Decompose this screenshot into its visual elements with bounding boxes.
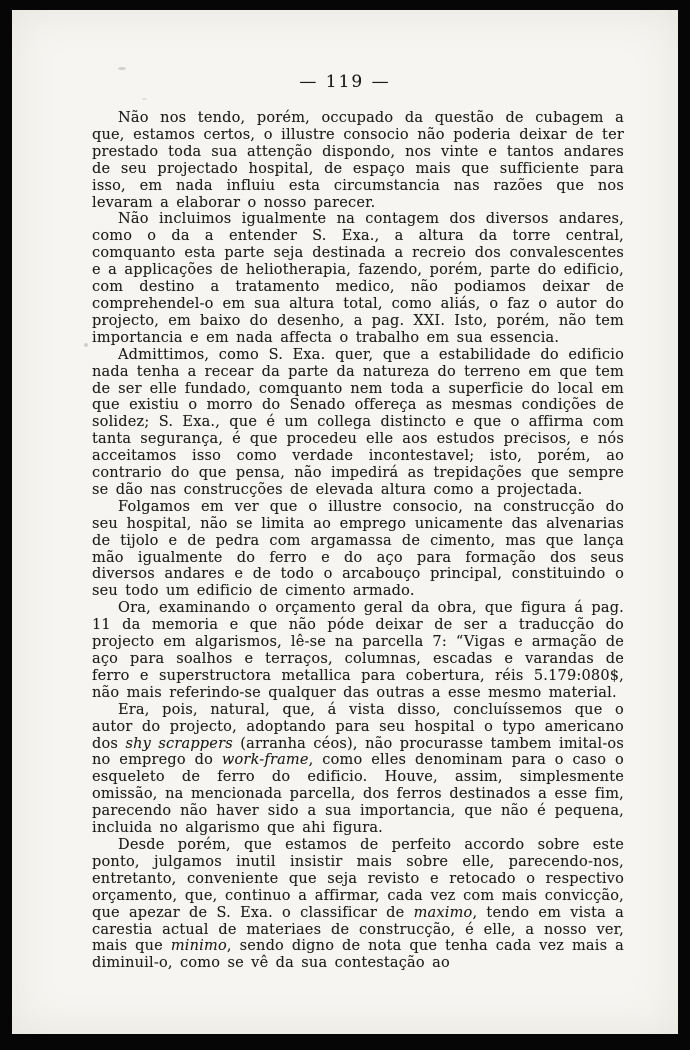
paragraph	[92, 600, 624, 701]
italic-text-segment: minimo	[170, 938, 227, 955]
text-segment: Admittimos, como S. Exa. quer, que a estabilidade do edificio nada tenha a recear da parte da natureza do terreno em que tem de ser elle fundado, comquanto nem toda a superficie do local em que existiu o morro do Senado offereça as mesmas condições de solidez; S. Exa., que é um collega distincto e que o affirma com tanta segurança, é que procedeu elle aos estudos precisos, e nós acceitamos isso como verdade incontestavel; isto, porém, ao contrario do que pensa, não impedirá as trepidações que sempre se dão nas construcções de elevada altura como a projectada.	[92, 346, 624, 498]
text-segment: , como elles denominam para o caso o esqueleto de ferro do edificio. Houve, assim, simplesmente omissão, na mencionada parcella, dos ferros destinados a esse fim, parecendo não haver sido a sua importancia, que não é pequena, incluida no algarismo que ahi figura.	[92, 752, 624, 837]
paragraph	[92, 347, 624, 499]
scan-speck	[118, 67, 126, 70]
text-segment: , sendo digno de nota que tenha cada vez mais a diminuil-o, como se vê da sua contestação ao	[92, 938, 624, 972]
paragraph	[92, 702, 624, 837]
paragraph	[92, 211, 624, 346]
text-segment: (arranha céos), não procurasse tambem imital-os no emprego do	[92, 735, 624, 769]
text-segment: Não nos tendo, porém, occupado da questão de cubagem a que, estamos certos, o illustre consocio não poderia deixar de ter prestado toda sua attenção dispondo, nos vinte e tantos andares de seu projectado hospital, de espaço mais que sufficiente para isso, em nada influiu esta circumstancia nas razões que nos levaram a elaborar o nosso parecer.	[92, 110, 624, 211]
text-segment: Ora, examinando o orçamento geral da obra, que figura á pag. 11 da memoria e que não póde deixar de ser a traducção do projecto em algarismos, lê-se na parcella 7: “Vigas e armação de aço para soalhos e terraços, columnas, escadas e varandas de ferro e superstructora metallica para cobertura, réis 5.179:080$, não mais referindo-se qualquer das outras a esse mesmo material.	[92, 600, 624, 701]
scan-speck	[84, 343, 88, 347]
document-page	[12, 10, 678, 1034]
italic-text-segment: work-frame	[221, 752, 309, 769]
text-segment: , tendo em vista a carestia actual de materiaes de construcção, é elle, a nosso ver, mais que	[92, 904, 624, 955]
italic-text-segment: shy scrappers	[125, 735, 233, 752]
text-segment: Era, pois, natural, que, á vista disso, concluíssemos que o autor do projecto, adoptando para seu hospital o typo americano dos	[92, 701, 624, 752]
page-body	[92, 110, 624, 972]
paragraph	[92, 110, 624, 211]
italic-text-segment: maximo	[413, 904, 473, 921]
scan-speck	[524, 432, 530, 435]
page-number: — 119 —	[299, 72, 391, 92]
text-segment: Folgamos em ver que o illustre consocio, na construcção do seu hospital, não se limita ao emprego unicamente das alvenarias de tijolo e de pedra com argamassa de cimento, mas que lança mão igualmente do ferro e do aço para formação dos seus diversos andares e de todo o arcabouço principal, constituindo o seu todo um edificio de cimento armado.	[92, 498, 624, 600]
paragraph	[92, 837, 624, 972]
text-segment: Desde porém, que estamos de perfeito accordo sobre este ponto, julgamos inutil insistir mais sobre elle, parecendo-nos, entretanto, conveniente que seja revisto e retocado o respectivo orçamento, que, continuo a affirmar, cada vez com mais convicção, que apezar de S. Exa. o classificar de	[92, 836, 624, 921]
scan-speck	[142, 98, 147, 100]
text-segment: Não incluimos igualmente na contagem dos diversos andares, como o da a entender S. Exa., a altura da torre central, comquanto esta parte seja destinada a recreio dos convalescentes e a applicações de heliotherapia, fazendo, porém, parte do edificio, com destino a tratamento medico, não podiamos deixar de comprehendel-o em sua altura total, como aliás, o faz o autor do projecto, em baixo do desenho, a pag. XXI. Isto, porém, não tem importancia e em nada affecta o trabalho em sua essencia.	[92, 211, 624, 346]
paragraph	[92, 499, 624, 600]
